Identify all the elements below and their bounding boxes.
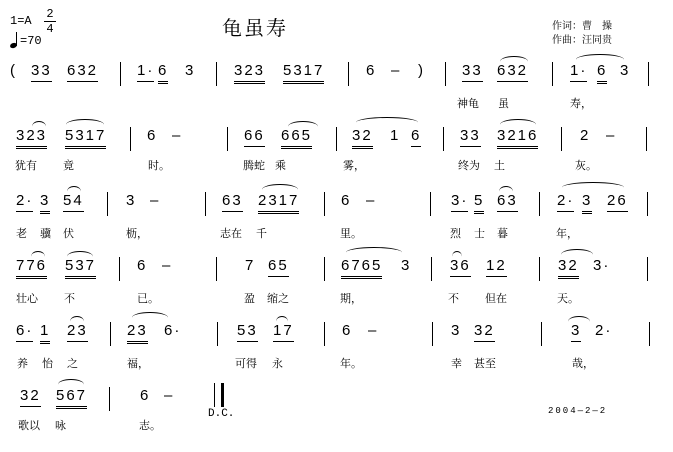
lyric: 缩之	[267, 292, 289, 305]
lyric: 志在	[220, 227, 242, 240]
staff-row-4	[0, 257, 673, 305]
lyric: 哉，	[572, 357, 594, 370]
note-token: 63	[497, 192, 518, 212]
lyric: 但在	[485, 292, 507, 305]
barline	[107, 192, 108, 216]
note-token: 32	[558, 257, 579, 279]
note-token: –	[172, 127, 183, 144]
note-token: 3	[40, 192, 50, 214]
note-token: 23	[67, 322, 88, 342]
note-token: 3	[451, 322, 462, 339]
barline	[336, 127, 337, 151]
barline	[120, 62, 121, 86]
note-token: 6·	[16, 322, 33, 342]
lyric: 土	[494, 159, 505, 172]
note-token: )	[418, 62, 425, 79]
staff-row-2	[0, 127, 673, 172]
note-token: –	[368, 322, 379, 339]
final-barline	[214, 383, 224, 407]
lyric: 腾蛇	[243, 159, 265, 172]
note-token: 2317	[258, 192, 299, 214]
note-token: 3	[571, 322, 581, 342]
note-token: 63	[222, 192, 243, 212]
barline	[324, 322, 325, 346]
note-token: 5	[474, 192, 484, 214]
lyric: 期，	[340, 292, 362, 305]
note-token: 3	[126, 192, 137, 209]
note-token: 32	[352, 127, 373, 149]
note-token: 323	[234, 62, 265, 84]
lyric: 竟	[63, 159, 74, 172]
lyric: 寿，	[570, 97, 592, 110]
lyric: 里。	[340, 227, 362, 240]
barline	[647, 192, 648, 216]
lyric: 终为	[458, 159, 480, 172]
lyric: 雾，	[343, 159, 365, 172]
barline	[216, 257, 217, 281]
note-token: 6	[158, 62, 168, 84]
note-token: 665	[281, 127, 312, 149]
barline	[119, 257, 120, 281]
note-token: –	[391, 62, 402, 79]
note-token: 2·	[595, 322, 613, 339]
barline	[431, 257, 432, 281]
note-token: 6·	[164, 322, 182, 339]
tempo-value: =70	[20, 34, 42, 48]
note-token: 632	[497, 62, 528, 82]
note-token: –	[150, 192, 161, 209]
barline	[109, 387, 110, 411]
note-token: 36	[450, 257, 471, 277]
note-token: 6765	[341, 257, 382, 279]
quarter-note-icon	[10, 32, 18, 48]
barline	[539, 192, 540, 216]
note-token: 6	[411, 127, 421, 147]
note-token: 1	[40, 322, 50, 344]
lyric: 虽	[498, 97, 509, 110]
note-token: 3	[582, 192, 592, 214]
note-token: 5317	[65, 127, 106, 149]
lyric: 时。	[148, 159, 170, 172]
note-token: 6	[366, 62, 377, 79]
credits	[552, 20, 612, 48]
note-token: –	[366, 192, 377, 209]
barline	[430, 192, 431, 216]
barline	[443, 127, 444, 151]
lyric: 福，	[127, 357, 149, 370]
note-token: 6	[140, 387, 151, 404]
barline	[227, 127, 228, 151]
lyric: 神龟	[457, 97, 479, 110]
lyric: 天。	[557, 292, 579, 305]
lyric: 不	[448, 292, 459, 305]
lyric: 灰。	[575, 159, 597, 172]
note-token: 33	[462, 62, 483, 82]
barline	[646, 127, 647, 151]
note-token: 6	[147, 127, 158, 144]
staff-row-3	[0, 192, 673, 240]
note-token: (	[10, 62, 17, 79]
note-token: 1·	[137, 62, 154, 82]
note-token: 33	[31, 62, 52, 82]
barline	[561, 127, 562, 151]
note-token: 3	[620, 62, 631, 79]
note-token: 3216	[497, 127, 538, 149]
lyric: 年，	[556, 227, 578, 240]
note-token: 537	[65, 257, 96, 279]
barline	[445, 62, 446, 86]
lyric: 骥	[40, 227, 51, 240]
barline	[541, 322, 542, 346]
note-token: 1	[390, 127, 401, 144]
note-token: 32	[20, 387, 41, 407]
note-token: 632	[67, 62, 98, 82]
time-signature-top: 2	[46, 7, 54, 21]
lyric: 烈	[450, 227, 461, 240]
barline	[432, 322, 433, 346]
lyric: 壮心	[16, 292, 38, 305]
note-token: 26	[607, 192, 628, 212]
barline	[324, 257, 325, 281]
song-title: 龟虽寿	[222, 16, 288, 40]
lyric: 士	[474, 227, 485, 240]
note-token: 12	[486, 257, 507, 277]
note-token: 7	[245, 257, 256, 274]
barline	[130, 127, 131, 151]
time-signature-bottom: 4	[46, 22, 54, 36]
barline	[649, 322, 650, 346]
note-token: 6	[137, 257, 148, 274]
barline	[217, 322, 218, 346]
barline	[648, 62, 649, 86]
lyric: 千	[256, 227, 267, 240]
note-token: 23	[127, 322, 148, 344]
note-token: 53	[237, 322, 258, 342]
note-token: 2·	[16, 192, 33, 212]
note-token: –	[164, 387, 175, 404]
tempo-marking	[10, 32, 42, 48]
lyric: 咏	[55, 419, 66, 432]
note-token: 65	[268, 257, 289, 277]
note-token: 33	[460, 127, 481, 147]
note-token: 54	[63, 192, 84, 212]
barline	[552, 62, 553, 86]
lyric: 怡	[42, 357, 53, 370]
barline	[216, 62, 217, 86]
note-token: 2·	[557, 192, 574, 212]
barline	[539, 257, 540, 281]
lyric: 永	[272, 357, 283, 370]
note-token: 323	[16, 127, 47, 149]
note-token: 3	[401, 257, 412, 274]
barline	[205, 192, 206, 216]
note-token: 776	[16, 257, 47, 279]
lyric: 伏	[63, 227, 74, 240]
lyric: 歌以	[18, 419, 40, 432]
lyric: 犹有	[15, 159, 37, 172]
lyricist: 作词：曹 操	[552, 21, 612, 32]
lyric: 老	[16, 227, 27, 240]
note-token: 3	[185, 62, 196, 79]
note-token: –	[606, 127, 617, 144]
note-token: 1·	[570, 62, 587, 82]
note-token: 66	[244, 127, 265, 147]
barline	[348, 62, 349, 86]
note-token: 2	[580, 127, 591, 144]
lyric: 已。	[137, 292, 159, 305]
note-token: 17	[273, 322, 294, 342]
note-token: 3·	[593, 257, 611, 274]
lyric: 之	[67, 357, 78, 370]
note-token: 6	[597, 62, 607, 84]
note-token: 567	[56, 387, 87, 409]
note-token: 6	[341, 192, 352, 209]
lyric: 志。	[139, 419, 161, 432]
lyric: 暮	[497, 227, 508, 240]
key-signature: 1=A	[10, 14, 32, 28]
da-capo-mark: D.C.	[208, 408, 235, 420]
note-token: 5317	[283, 62, 324, 84]
barline	[647, 257, 648, 281]
lyric: 甚至	[474, 357, 496, 370]
composer: 作曲：汪同贵	[552, 35, 612, 46]
time-signature	[44, 8, 56, 35]
lyric: 枥，	[126, 227, 148, 240]
barline	[324, 192, 325, 216]
lyric: 不	[64, 292, 75, 305]
note-token: –	[162, 257, 173, 274]
staff-row-5	[0, 322, 673, 370]
lyric: 可得	[235, 357, 257, 370]
note-token: 32	[474, 322, 495, 342]
lyric: 盈	[244, 292, 255, 305]
lyric: 养	[17, 357, 28, 370]
lyric: 乘	[275, 159, 286, 172]
note-token: 6	[342, 322, 353, 339]
barline	[110, 322, 111, 346]
note-token: 3·	[451, 192, 468, 212]
staff-row-1	[0, 62, 673, 110]
date: 2004—2—2	[548, 406, 608, 416]
lyric: 幸	[451, 357, 462, 370]
lyric: 年。	[340, 357, 362, 370]
